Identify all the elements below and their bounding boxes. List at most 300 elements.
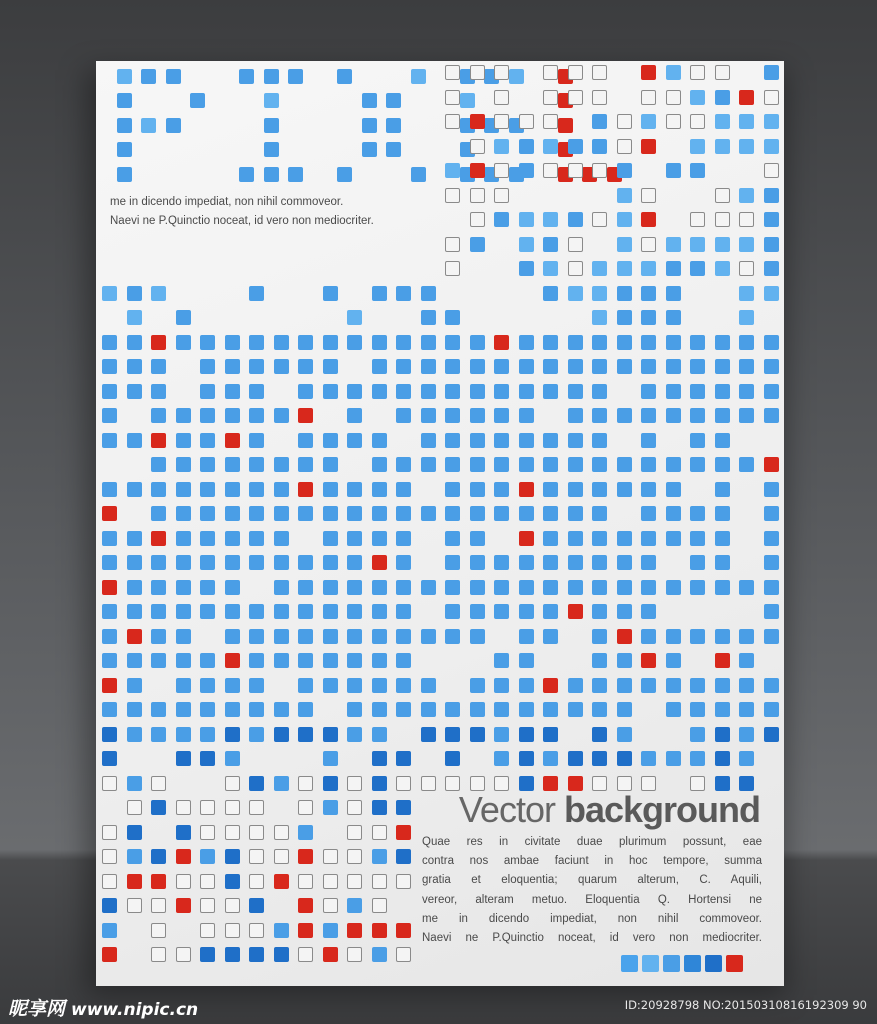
pixel-square — [568, 482, 583, 497]
pixel-square — [764, 261, 779, 276]
pixel-square — [543, 212, 558, 227]
logo-pixel — [166, 118, 181, 133]
pixel-square — [372, 825, 387, 840]
pixel-square — [445, 580, 460, 595]
intro-line: Naevi ne P.Quinctio noceat, id vero non mediocriter. — [110, 215, 374, 227]
logo-pixel — [190, 93, 205, 108]
pixel-square — [200, 653, 215, 668]
pixel-square — [666, 653, 681, 668]
pixel-square — [176, 678, 191, 693]
pixel-square — [470, 506, 485, 521]
pixel-square — [176, 482, 191, 497]
pixel-square — [323, 874, 338, 889]
pixel-square — [225, 604, 240, 619]
pixel-square — [445, 482, 460, 497]
pixel-square — [715, 506, 730, 521]
pixel-square — [690, 751, 705, 766]
pixel-square — [225, 874, 240, 889]
pixel-square — [102, 629, 117, 644]
logo-pixel — [411, 69, 426, 84]
pixel-square — [592, 678, 607, 693]
pixel-square — [641, 286, 656, 301]
pixel-square — [225, 580, 240, 595]
pixel-square — [200, 482, 215, 497]
pixel-square — [592, 604, 607, 619]
pixel-square — [127, 678, 142, 693]
pixel-square — [151, 482, 166, 497]
pixel-square — [592, 408, 607, 423]
pixel-square — [470, 580, 485, 595]
pixel-square — [592, 531, 607, 546]
pixel-square — [690, 335, 705, 350]
pixel-square — [421, 506, 436, 521]
pixel-square — [200, 898, 215, 913]
pixel-square — [396, 482, 411, 497]
pixel-square — [519, 114, 534, 129]
pixel-square — [690, 580, 705, 595]
pixel-square — [225, 335, 240, 350]
pixel-square — [592, 310, 607, 325]
pixel-square — [102, 947, 117, 962]
pixel-square — [249, 825, 264, 840]
logo-pixel — [288, 69, 303, 84]
pixel-square — [641, 261, 656, 276]
pixel-square — [519, 702, 534, 717]
pixel-square — [666, 702, 681, 717]
pixel-square — [543, 114, 558, 129]
pixel-square — [641, 384, 656, 399]
pixel-square — [298, 580, 313, 595]
pixel-square — [274, 653, 289, 668]
pixel-square — [470, 678, 485, 693]
pixel-square — [617, 531, 632, 546]
pixel-square — [249, 531, 264, 546]
pixel-square — [298, 653, 313, 668]
pixel-square — [298, 482, 313, 497]
pixel-square — [666, 531, 681, 546]
pixel-square — [421, 580, 436, 595]
pixel-square — [102, 506, 117, 521]
pixel-square — [592, 335, 607, 350]
pixel-square — [519, 237, 534, 252]
pixel-square — [715, 629, 730, 644]
logo-pixel — [117, 69, 132, 84]
pixel-square — [666, 237, 681, 252]
pixel-square — [323, 653, 338, 668]
pixel-square — [249, 629, 264, 644]
pixel-square — [151, 629, 166, 644]
pixel-square — [176, 898, 191, 913]
pixel-square — [519, 506, 534, 521]
pixel-square — [102, 580, 117, 595]
pixel-square — [519, 261, 534, 276]
pixel-square — [372, 384, 387, 399]
pixel-square — [127, 482, 142, 497]
pixel-square — [102, 776, 117, 791]
pixel-square — [274, 776, 289, 791]
pixel-square — [323, 580, 338, 595]
pixel-square — [200, 408, 215, 423]
pixel-square — [421, 702, 436, 717]
pixel-square — [666, 90, 681, 105]
pixel-square — [764, 212, 779, 227]
pixel-square — [592, 163, 607, 178]
pixel-square — [470, 163, 485, 178]
pixel-square — [225, 433, 240, 448]
pixel-square — [274, 923, 289, 938]
pixel-square — [666, 580, 681, 595]
pixel-square — [176, 629, 191, 644]
watermark-brand — [8, 994, 198, 1021]
pixel-square — [421, 433, 436, 448]
pixel-square — [249, 874, 264, 889]
pixel-square — [543, 139, 558, 154]
pixel-square — [764, 139, 779, 154]
pixel-square — [715, 433, 730, 448]
logo-pixel — [558, 118, 573, 133]
pixel-square — [690, 555, 705, 570]
pixel-square — [617, 482, 632, 497]
pixel-square — [249, 727, 264, 742]
pixel-square — [641, 653, 656, 668]
pixel-square — [641, 531, 656, 546]
pixel-square — [298, 874, 313, 889]
pixel-square — [347, 629, 362, 644]
pixel-square — [372, 776, 387, 791]
pixel-square — [592, 506, 607, 521]
pixel-square — [127, 776, 142, 791]
pixel-square — [764, 114, 779, 129]
pixel-square — [519, 555, 534, 570]
pixel-square — [445, 751, 460, 766]
pixel-square — [519, 751, 534, 766]
pixel-square — [225, 555, 240, 570]
pixel-square — [470, 457, 485, 472]
pixel-square — [225, 800, 240, 815]
pixel-square — [127, 286, 142, 301]
pixel-square — [372, 800, 387, 815]
pixel-square — [249, 384, 264, 399]
pixel-square — [396, 408, 411, 423]
pixel-square — [225, 531, 240, 546]
pixel-square — [421, 384, 436, 399]
pixel-square — [127, 653, 142, 668]
pixel-square — [249, 433, 264, 448]
pixel-square — [764, 482, 779, 497]
pixel-square — [176, 433, 191, 448]
pixel-square — [225, 825, 240, 840]
pixel-square — [445, 506, 460, 521]
pixel-square — [470, 335, 485, 350]
pixel-square — [274, 629, 289, 644]
pixel-square — [592, 286, 607, 301]
pixel-square — [470, 359, 485, 374]
pixel-square — [543, 751, 558, 766]
pixel-square — [641, 114, 656, 129]
pixel-square — [617, 678, 632, 693]
pixel-square — [445, 65, 460, 80]
pixel-square — [127, 359, 142, 374]
pixel-square — [323, 776, 338, 791]
logo-pixel — [117, 93, 132, 108]
pixel-square — [739, 286, 754, 301]
pixel-square — [739, 408, 754, 423]
pixel-square — [690, 702, 705, 717]
pixel-square — [445, 261, 460, 276]
pixel-square — [176, 506, 191, 521]
pixel-square — [617, 629, 632, 644]
logo-pixel — [288, 167, 303, 182]
pixel-square — [690, 629, 705, 644]
pixel-square — [641, 65, 656, 80]
body-line: contra nos ambae faciunt in hoc tempore, summa — [422, 855, 762, 868]
pixel-square — [372, 555, 387, 570]
pixel-square — [127, 335, 142, 350]
pixel-square — [543, 433, 558, 448]
pixel-square — [298, 359, 313, 374]
pixel-square — [690, 261, 705, 276]
pixel-square — [347, 776, 362, 791]
pixel-square — [200, 580, 215, 595]
pixel-square — [494, 408, 509, 423]
pixel-square — [666, 310, 681, 325]
pixel-square — [102, 751, 117, 766]
pixel-square — [519, 482, 534, 497]
pixel-square — [568, 580, 583, 595]
pixel-square — [739, 727, 754, 742]
pixel-square — [494, 335, 509, 350]
pixel-square — [519, 678, 534, 693]
pixel-square — [690, 457, 705, 472]
pixel-square — [323, 678, 338, 693]
pixel-square — [617, 310, 632, 325]
pixel-square — [298, 506, 313, 521]
pixel-square — [666, 482, 681, 497]
pixel-square — [592, 653, 607, 668]
pixel-square — [396, 776, 411, 791]
pixel-square — [372, 629, 387, 644]
pixel-square — [739, 335, 754, 350]
pixel-square — [347, 800, 362, 815]
pixel-square — [323, 457, 338, 472]
pixel-square — [249, 947, 264, 962]
pixel-square — [372, 531, 387, 546]
pixel-square — [127, 604, 142, 619]
pixel-square — [200, 506, 215, 521]
pixel-square — [127, 800, 142, 815]
pixel-square — [347, 604, 362, 619]
pixel-square — [176, 531, 191, 546]
pixel-square — [715, 457, 730, 472]
pixel-square — [543, 237, 558, 252]
pixel-square — [641, 604, 656, 619]
pixel-square — [372, 580, 387, 595]
pixel-square — [176, 947, 191, 962]
pixel-square — [298, 678, 313, 693]
pixel-square — [323, 800, 338, 815]
pixel-square — [151, 776, 166, 791]
pixel-square — [200, 359, 215, 374]
pixel-square — [151, 800, 166, 815]
pixel-square — [617, 163, 632, 178]
pixel-square — [764, 335, 779, 350]
pixel-square — [102, 335, 117, 350]
pixel-square — [494, 727, 509, 742]
pixel-square — [739, 90, 754, 105]
pixel-square — [372, 457, 387, 472]
pixel-square — [127, 849, 142, 864]
body-line: gratia et eloquentia; quarum alterum, C. Aquili, — [422, 874, 762, 887]
pixel-square — [641, 457, 656, 472]
pixel-square — [396, 653, 411, 668]
pixel-square — [617, 335, 632, 350]
pixel-square — [396, 629, 411, 644]
pixel-square — [151, 580, 166, 595]
pixel-square — [347, 482, 362, 497]
pixel-square — [372, 874, 387, 889]
pixel-square — [739, 359, 754, 374]
pixel-square — [445, 163, 460, 178]
pixel-square — [739, 580, 754, 595]
pixel-square — [421, 310, 436, 325]
pixel-square — [151, 335, 166, 350]
pixel-square — [421, 335, 436, 350]
pixel-square — [298, 800, 313, 815]
pixel-square — [151, 555, 166, 570]
pixel-square — [347, 335, 362, 350]
logo-pixel — [362, 93, 377, 108]
pixel-square — [739, 212, 754, 227]
pixel-square — [715, 384, 730, 399]
pixel-square — [715, 531, 730, 546]
pixel-square — [372, 702, 387, 717]
pixel-square — [200, 678, 215, 693]
pixel-square — [421, 457, 436, 472]
pixel-square — [494, 433, 509, 448]
pixel-square — [323, 849, 338, 864]
pixel-square — [396, 359, 411, 374]
pixel-square — [102, 653, 117, 668]
pixel-square — [347, 825, 362, 840]
pixel-square — [715, 139, 730, 154]
pixel-square — [249, 359, 264, 374]
pixel-square — [568, 139, 583, 154]
pixel-square — [225, 506, 240, 521]
color-swatch — [621, 955, 638, 972]
pixel-square — [666, 114, 681, 129]
pixel-square — [543, 531, 558, 546]
pixel-square — [323, 727, 338, 742]
pixel-square — [200, 727, 215, 742]
logo-pixel — [264, 167, 279, 182]
pixel-square — [225, 359, 240, 374]
pixel-square — [200, 947, 215, 962]
pixel-square — [151, 947, 166, 962]
pixel-square — [715, 65, 730, 80]
pixel-square — [519, 727, 534, 742]
pixel-square — [715, 702, 730, 717]
pixel-square — [519, 408, 534, 423]
pixel-square — [568, 286, 583, 301]
pixel-square — [543, 286, 558, 301]
body-line: vereor, alteram metuo. Eloquentia Q. Hortensi ne — [422, 893, 762, 906]
pixel-square — [445, 629, 460, 644]
pixel-square — [764, 555, 779, 570]
pixel-square — [543, 604, 558, 619]
pixel-square — [102, 408, 117, 423]
pixel-square — [323, 751, 338, 766]
logo-pixel — [460, 93, 475, 108]
body-line: Quae res in civitate duae plurimum possunt, eae — [422, 836, 762, 848]
pixel-square — [494, 604, 509, 619]
pixel-square — [372, 751, 387, 766]
pixel-square — [102, 849, 117, 864]
pixel-square — [666, 65, 681, 80]
pixel-square — [249, 898, 264, 913]
pixel-square — [176, 825, 191, 840]
pixel-square — [470, 237, 485, 252]
pixel-square — [445, 237, 460, 252]
pixel-square — [323, 384, 338, 399]
pixel-square — [592, 580, 607, 595]
pixel-square — [519, 359, 534, 374]
pixel-square — [127, 531, 142, 546]
pixel-square — [617, 751, 632, 766]
logo-pixel — [117, 167, 132, 182]
pixel-square — [543, 384, 558, 399]
pixel-square — [200, 433, 215, 448]
pixel-square — [690, 384, 705, 399]
pixel-square — [274, 531, 289, 546]
pixel-square — [249, 800, 264, 815]
pixel-square — [494, 580, 509, 595]
pixel-square — [421, 727, 436, 742]
pixel-square — [690, 678, 705, 693]
pixel-square — [274, 482, 289, 497]
pixel-square — [249, 482, 264, 497]
pixel-square — [690, 139, 705, 154]
pixel-square — [519, 433, 534, 448]
pixel-square — [200, 825, 215, 840]
pixel-square — [666, 629, 681, 644]
pixel-square — [102, 825, 117, 840]
pixel-square — [249, 923, 264, 938]
pixel-square — [298, 776, 313, 791]
logo-pixel — [337, 167, 352, 182]
pixel-square — [151, 849, 166, 864]
pixel-square — [323, 555, 338, 570]
pixel-square — [445, 384, 460, 399]
pixel-square — [127, 433, 142, 448]
pixel-square — [274, 874, 289, 889]
pixel-square — [764, 604, 779, 619]
pixel-square — [151, 604, 166, 619]
pixel-square — [176, 751, 191, 766]
pixel-square — [764, 580, 779, 595]
pixel-square — [543, 482, 558, 497]
pixel-square — [617, 580, 632, 595]
pixel-square — [715, 212, 730, 227]
pixel-square — [127, 629, 142, 644]
pixel-square — [715, 678, 730, 693]
pixel-square — [715, 188, 730, 203]
pixel-square — [739, 629, 754, 644]
pixel-square — [347, 653, 362, 668]
pixel-square — [176, 580, 191, 595]
pixel-square — [102, 898, 117, 913]
pixel-square — [396, 751, 411, 766]
pixel-square — [494, 751, 509, 766]
